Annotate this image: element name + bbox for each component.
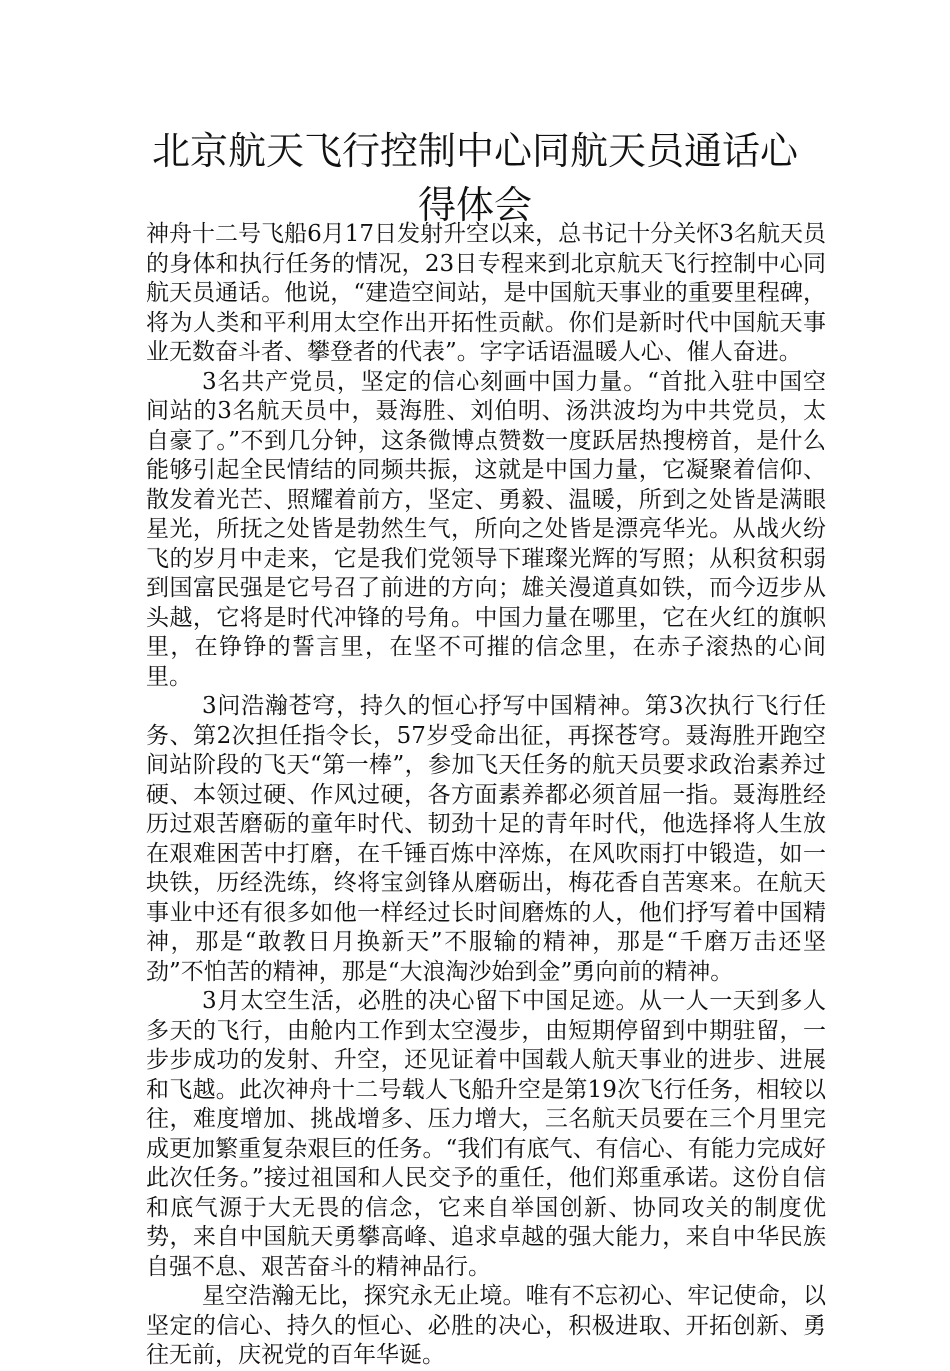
paragraph-chinese-spirit: 3问浩瀚苍穹，持久的恒心抒写中国精神。第3次执行飞行任务、第2次担任指令长，57岁受命出征，再探苍穹。聂海胜开跑空间站阶段的飞天“第一棒”，参加飞天任务的航天员要求政治素养过硬、本领过硬、作风过硬，各方面素养都必须首屈一指。聂海胜经历过艰苦磨砺的童年时代、韧劲十足的青年时代，他选择将人生放在艰难困苦中打磨，在千锤百炼中淬炼，在风吹雨打中锻造，如一块铁，历经洗练，终将宝剑锋从磨砺出，梅花香自苦寒来。在航天事业中还有很多如他一样经过长时间磨炼的人，他们抒写着中国精神，那是“敢教日月换新天”不服输的精神，那是“千磨万击还坚劲”不怕苦的精神，那是“大浪淘沙始到金”勇向前的精神。 <box>146 693 826 985</box>
paragraph-chinese-strength: 3名共产党员，坚定的信心刻画中国力量。“首批入驻中国空间站的3名航天员中，聂海胜、刘伯明、汤洪波均为中共党员，太自豪了。”不到几分钟，这条微博点赞数一度跃居热搜榜首，是什么能够引起全民情结的同频共振，这就是中国力量，它凝聚着信仰、散发着光芒、照耀着前方，坚定、勇毅、温暖，所到之处皆是满眼星光，所抚之处皆是勃然生气，所向之处皆是漂亮华光。从战火纷飞的岁月中走来，它是我们党领导下璀璨光辉的写照；从积贫积弱到国富民强是它号召了前进的方向；雄关漫道真如铁，而今迈步从头越，它将是时代冲锋的号角。中国力量在哪里，它在火红的旗帜里，在铮铮的誓言里，在坚不可摧的信念里，在赤子滚热的心间里。 <box>146 368 826 690</box>
paragraph-conclusion: 星空浩瀚无比，探究永无止境。唯有不忘初心、牢记使命，以坚定的信心、持久的恒心、必胜的决心，积极进取、开拓创新、勇往无前，庆祝党的百年华诞。 <box>146 1283 826 1368</box>
document-body <box>146 220 826 1371</box>
paragraph-chinese-footprint: 3月太空生活，必胜的决心留下中国足迹。从一人一天到多人多天的飞行，由舱内工作到太空漫步，由短期停留到中期驻留，一步步成功的发射、升空，还见证着中国载人航天事业的进步、进展和飞越。此次神舟十二号载人飞船升空是第19次飞行任务，相较以往，难度增加、挑战增多、压力增大，三名航天员要在三个月里完成更加繁重复杂艰巨的任务。“我们有底气、有信心、有能力完成好此次任务。”接过祖国和人民交予的重任，他们郑重承诺。这份自信和底气源于大无畏的信念，它来自举国创新、协同攻关的制度优势，来自中国航天勇攀高峰、追求卓越的强大能力，来自中华民族自强不息、艰苦奋斗的精神品行。 <box>146 988 826 1280</box>
paragraph-intro: 神舟十二号飞船6月17日发射升空以来，总书记十分关怀3名航天员的身体和执行任务的情况，23日专程来到北京航天飞行控制中心同航天员通话。他说，“建造空间站，是中国航天事业的重要里程碑，将为人类和平利用太空作出开拓性贡献。你们是新时代中国航天事业无数奋斗者、攀登者的代表”。字字话语温暖人心、催人奋进。 <box>146 221 826 365</box>
document-title: 北京航天飞行控制中心同航天员通话心得体会 <box>151 129 798 227</box>
